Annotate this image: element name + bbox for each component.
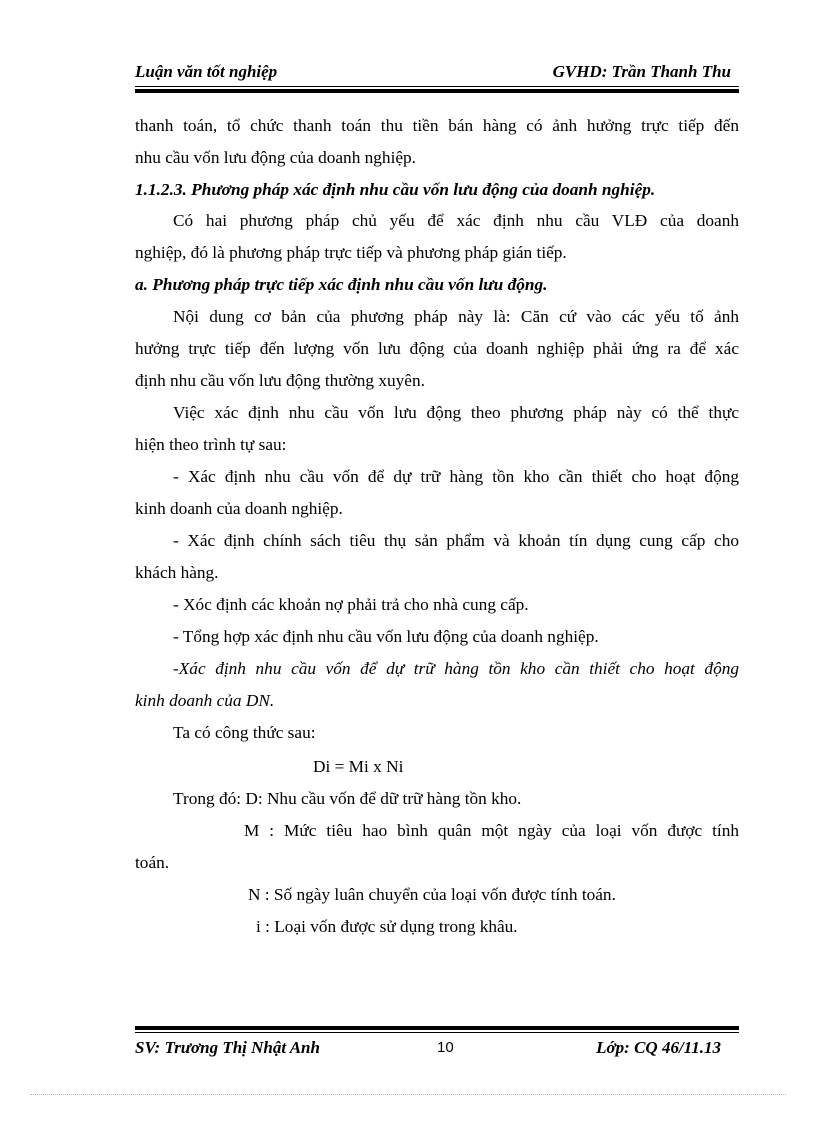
italic-line: -Xác định nhu cầu vốn để dự trữ hàng tồn kho cần thiết cho hoạt động bbox=[173, 659, 739, 678]
definition-n: N : Số ngày luân chuyển của loại vốn được tính toán. bbox=[248, 885, 616, 904]
paragraph-line: Nội dung cơ bản của phương pháp này là: Căn cứ vào các yếu tố ảnh bbox=[173, 307, 739, 326]
header-supervisor: GVHD: Trần Thanh Thu bbox=[552, 62, 731, 81]
footer-class: Lớp: CQ 46/11.13 bbox=[596, 1038, 721, 1057]
page-edge-divider bbox=[30, 1094, 786, 1095]
italic-line: kinh doanh của DN. bbox=[135, 691, 275, 710]
paragraph-line: Ta có công thức sau: bbox=[173, 723, 316, 742]
definition-m: M : Mức tiêu hao bình quân một ngày của loại vốn được tính bbox=[244, 821, 739, 840]
header-rule-thin bbox=[135, 86, 739, 87]
footer-rule-thick bbox=[135, 1026, 739, 1030]
header-rule-thick bbox=[135, 89, 739, 93]
header-thesis-title: Luận văn tốt nghiệp bbox=[135, 62, 278, 81]
paragraph-line: nghiệp, đó là phương pháp trực tiếp và phương pháp gián tiếp. bbox=[135, 243, 567, 262]
footer-student: SV: Trương Thị Nhật Anh bbox=[135, 1038, 320, 1057]
footer-rule-thin bbox=[135, 1032, 739, 1033]
paragraph-line: Có hai phương pháp chủ yếu để xác định nhu cầu VLĐ của doanh bbox=[173, 211, 739, 230]
bullet-line: - Tổng hợp xác định nhu cầu vốn lưu động của doanh nghiệp. bbox=[173, 627, 599, 646]
page-footer bbox=[135, 1036, 739, 1060]
page-number: 10 bbox=[437, 1039, 454, 1056]
paragraph-line: định nhu cầu vốn lưu động thường xuyên. bbox=[135, 371, 425, 390]
bullet-line: - Xác định chính sách tiêu thụ sản phẩm và khoản tín dụng cung cấp cho bbox=[173, 531, 739, 550]
paragraph-line: thanh toán, tổ chức thanh toán thu tiền bán hàng có ảnh hưởng trực tiếp đến bbox=[135, 116, 739, 135]
formula: Di = Mi x Ni bbox=[313, 757, 404, 776]
page-header bbox=[135, 60, 739, 84]
paragraph-line: Việc xác định nhu cầu vốn lưu động theo phương pháp này có thể thực bbox=[173, 403, 739, 422]
paragraph-line: hưởng trực tiếp đến lượng vốn lưu động của doanh nghiệp phải ứng ra để xác bbox=[135, 339, 739, 358]
bullet-line: kinh doanh của doanh nghiệp. bbox=[135, 499, 343, 518]
paragraph-line: nhu cầu vốn lưu động của doanh nghiệp. bbox=[135, 148, 417, 167]
subsection-heading: a. Phương pháp trực tiếp xác định nhu cầu vốn lưu động. bbox=[135, 275, 548, 294]
definition-i: i : Loại vốn được sử dụng trong khâu. bbox=[256, 917, 518, 936]
bullet-line: - Xác định nhu cầu vốn để dự trữ hàng tồn kho cần thiết cho hoạt động bbox=[173, 467, 739, 486]
bullet-line: - Xóc định các khoản nợ phải trả cho nhà cung cấp. bbox=[173, 595, 529, 614]
section-heading: 1.1.2.3. Phương pháp xác định nhu cầu vốn lưu động của doanh nghiệp. bbox=[135, 180, 656, 199]
bullet-line: khách hàng. bbox=[135, 563, 219, 582]
definition-d: Trong đó: D: Nhu cầu vốn để dữ trữ hàng tồn kho. bbox=[173, 789, 522, 808]
paragraph-line: hiện theo trình tự sau: bbox=[135, 435, 287, 454]
definition-m-cont: toán. bbox=[135, 853, 170, 872]
